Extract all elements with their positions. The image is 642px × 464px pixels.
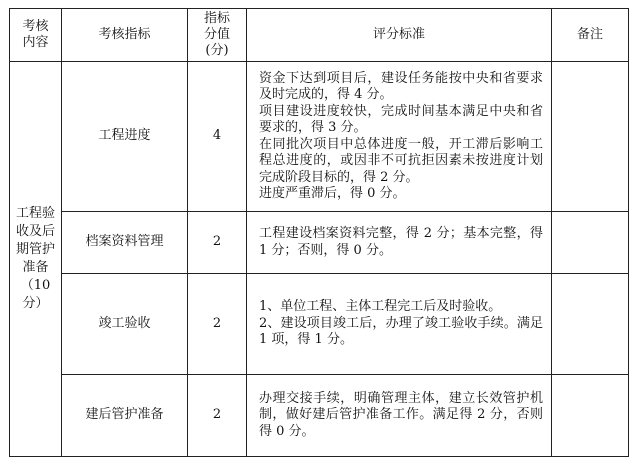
header-remarks: 备注 (552, 9, 629, 62)
criteria-cell: 资金下达到项目后，建设任务能按中央和省要求及时完成的，得 4 分。 项目建设进度较快，完成时间基本满足中央和省要求的，得 3 分。 在同批次项目中总体进度一般，开工滞后影响工程总进度的，或因非不可抗拒因素未按进度计划完成阶段目标的，得 2 分。 进度严重滞后，得 0 分。 (247, 62, 552, 212)
score-cell: 2 (188, 274, 247, 375)
header-category: 考核 内容 (10, 9, 62, 62)
header-score: 指标 分值 (分) (188, 9, 247, 62)
table-row (10, 62, 629, 212)
indicator-cell: 工程进度 (62, 62, 188, 212)
remarks-cell (552, 62, 629, 212)
criteria-cell: 工程建设档案资料完整，得 2 分；基本完整，得 1 分；否则，得 0 分。 (247, 212, 552, 274)
header-indicator: 考核指标 (62, 9, 188, 62)
score-cell: 2 (188, 212, 247, 274)
category-cell: 工程验 收及后 期管护 准备 （10 分） (10, 62, 62, 457)
remarks-cell (552, 274, 629, 375)
criteria-cell: 办理交接手续，明确管理主体，建立长效管护机制，做好建后管护准备工作。满足得 2 分，否则得 0 分。 (247, 375, 552, 457)
indicator-cell: 档案资料管理 (62, 212, 188, 274)
header-criteria: 评分标准 (247, 9, 552, 62)
remarks-cell (552, 212, 629, 274)
criteria-cell: 1、单位工程、主体工程完工后及时验收。 2、建设项目竣工后，办理了竣工验收手续。满足 1 项，得 1 分。 (247, 274, 552, 375)
score-cell: 2 (188, 375, 247, 457)
indicator-cell: 竣工验收 (62, 274, 188, 375)
remarks-cell (552, 375, 629, 457)
table-row (10, 375, 629, 457)
table-row (10, 212, 629, 274)
indicator-cell: 建后管护准备 (62, 375, 188, 457)
evaluation-table (9, 8, 629, 457)
table-row (10, 274, 629, 375)
score-cell: 4 (188, 62, 247, 212)
header-row (10, 9, 629, 62)
